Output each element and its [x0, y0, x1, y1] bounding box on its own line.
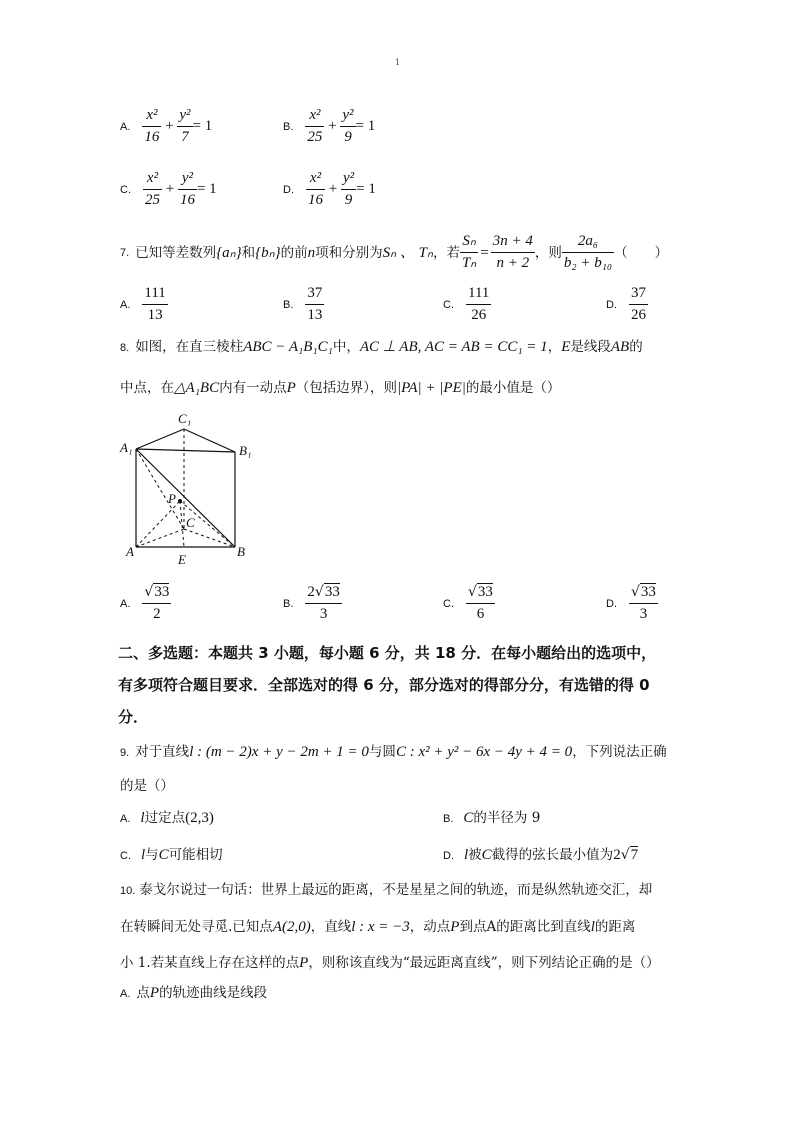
q6-option-d[interactable]: D. $\frac{\text{x²}}{16}$ + $\frac{\text{y²}}{9}$ = 1 [283, 170, 376, 208]
q6-option-b[interactable]: B. $\frac{\text{x²}}{25}$ + $\frac{\text{y²}}{9}$ = 1 [283, 107, 376, 145]
q7-option-d[interactable]: D. $\frac{37}{26}$ [606, 285, 646, 323]
label-p: P [168, 491, 176, 506]
q9-option-b[interactable]: B. C的半径为 9 [443, 810, 541, 826]
question-8-line-2: 中点，在△A₁BC内有一动点P（包括边界），则|PA| + |PE|的最小值是（） [120, 380, 561, 396]
edge-a1b [136, 449, 235, 547]
q9-option-d[interactable]: D. l被C截得的弦长最小值为2√7 [443, 847, 639, 863]
question-9-stem: 9. 对于直线l : (m − 2)x + y − 2m + 1 = 0与圆C : x² + y² − 6x − 4y + 4 = 0，下列说法正确 [120, 744, 667, 760]
label-a: A [126, 544, 134, 559]
question-10-line-2: 在转瞬间无处寻觅.已知点A(2,0)，直线l : x = −3，动点P到点A的距离比到直线l的距离 [120, 919, 636, 935]
label-c1: C₁ [178, 411, 192, 426]
question-7-stem: 7. 已知等差数列 {aₙ} 和 {bₙ} 的前 n 项和分别为 Sₙ 、 Tₙ ，若 $\frac{\text{Sₙ}}{\text{Tₙ}}$ = $\frac{3n + 4}{n + 2}$ ，则 $\frac{\text{2a₆}}{\text{b₂ + b₁₀}}$ （ ） [120, 233, 669, 271]
q6-option-c[interactable]: C. $\frac{\text{x²}}{25}$ + $\frac{\text{y²}}{16}$ = 1 [120, 170, 217, 208]
label-b: B [237, 544, 245, 559]
q9-option-c[interactable]: C. l与C可能相切 [120, 847, 223, 863]
point-p [178, 499, 182, 503]
q8-option-d[interactable]: D. $\frac{√33}{3}$ [606, 584, 656, 622]
edge-c1b1 [184, 429, 235, 452]
q8-option-a[interactable]: A. $\frac{√33}{2}$ [120, 584, 170, 622]
label-b1: B₁ [239, 443, 252, 458]
label-e: E [178, 552, 186, 567]
question-10-line-3: 小 1.若某直线上存在这样的点P，则称该直线为“最远距离直线”，则下列结论正确的是（） [120, 955, 660, 971]
question-8-line-1: 8. 如图，在直三棱柱ABC − A₁B₁C₁中，AC ⊥ AB, AC = AB = CC₁ = 1，E是线段AB的 [120, 339, 643, 355]
q7-option-c[interactable]: C. $\frac{111}{26}$ [443, 285, 490, 323]
segment-ap [136, 501, 180, 547]
q8-option-b[interactable]: B. $\frac{2√33}{3}$ [283, 584, 340, 622]
question-9-stem-2: 的是（） [120, 778, 174, 794]
prism-figure [118, 405, 268, 570]
q7-option-b[interactable]: B. $\frac{37}{13}$ [283, 285, 323, 323]
label-c: C [186, 515, 195, 530]
q8-option-c[interactable]: C. $\frac{√33}{6}$ [443, 584, 493, 622]
q9-option-a[interactable]: A. l过定点(2,3) [120, 810, 214, 826]
segment-pe [180, 501, 184, 547]
question-10-line-1: 10. 泰戈尔说过一句话：世界上最远的距离，不是星星之间的轨迹，而是纵然轨迹交汇，却 [120, 882, 653, 898]
q7-option-a[interactable]: A. $\frac{111}{13}$ [120, 285, 166, 323]
edge-a1c1 [136, 429, 184, 449]
edge-ac [136, 529, 184, 547]
q10-option-a[interactable]: A. 点P的轨迹曲线是线段 [120, 985, 268, 1001]
label-a1: A₁ [120, 440, 133, 455]
q6-option-a[interactable]: A. $\frac{\text{x²}}{16}$ + $\frac{\text{y²}}{7}$ = 1 [120, 107, 213, 145]
section-2-heading: 二、多选题：本题共 3 小题，每小题 6 分，共 18 分．在每小题给出的选项中， 有多项符合题目要求．全部选对的得 6 分，部分选对的得部分分，有选错的得 0 分． [118, 644, 657, 726]
page-number: 1 [395, 58, 401, 67]
edge-cb [184, 529, 235, 547]
edge-a1b1 [136, 449, 235, 452]
